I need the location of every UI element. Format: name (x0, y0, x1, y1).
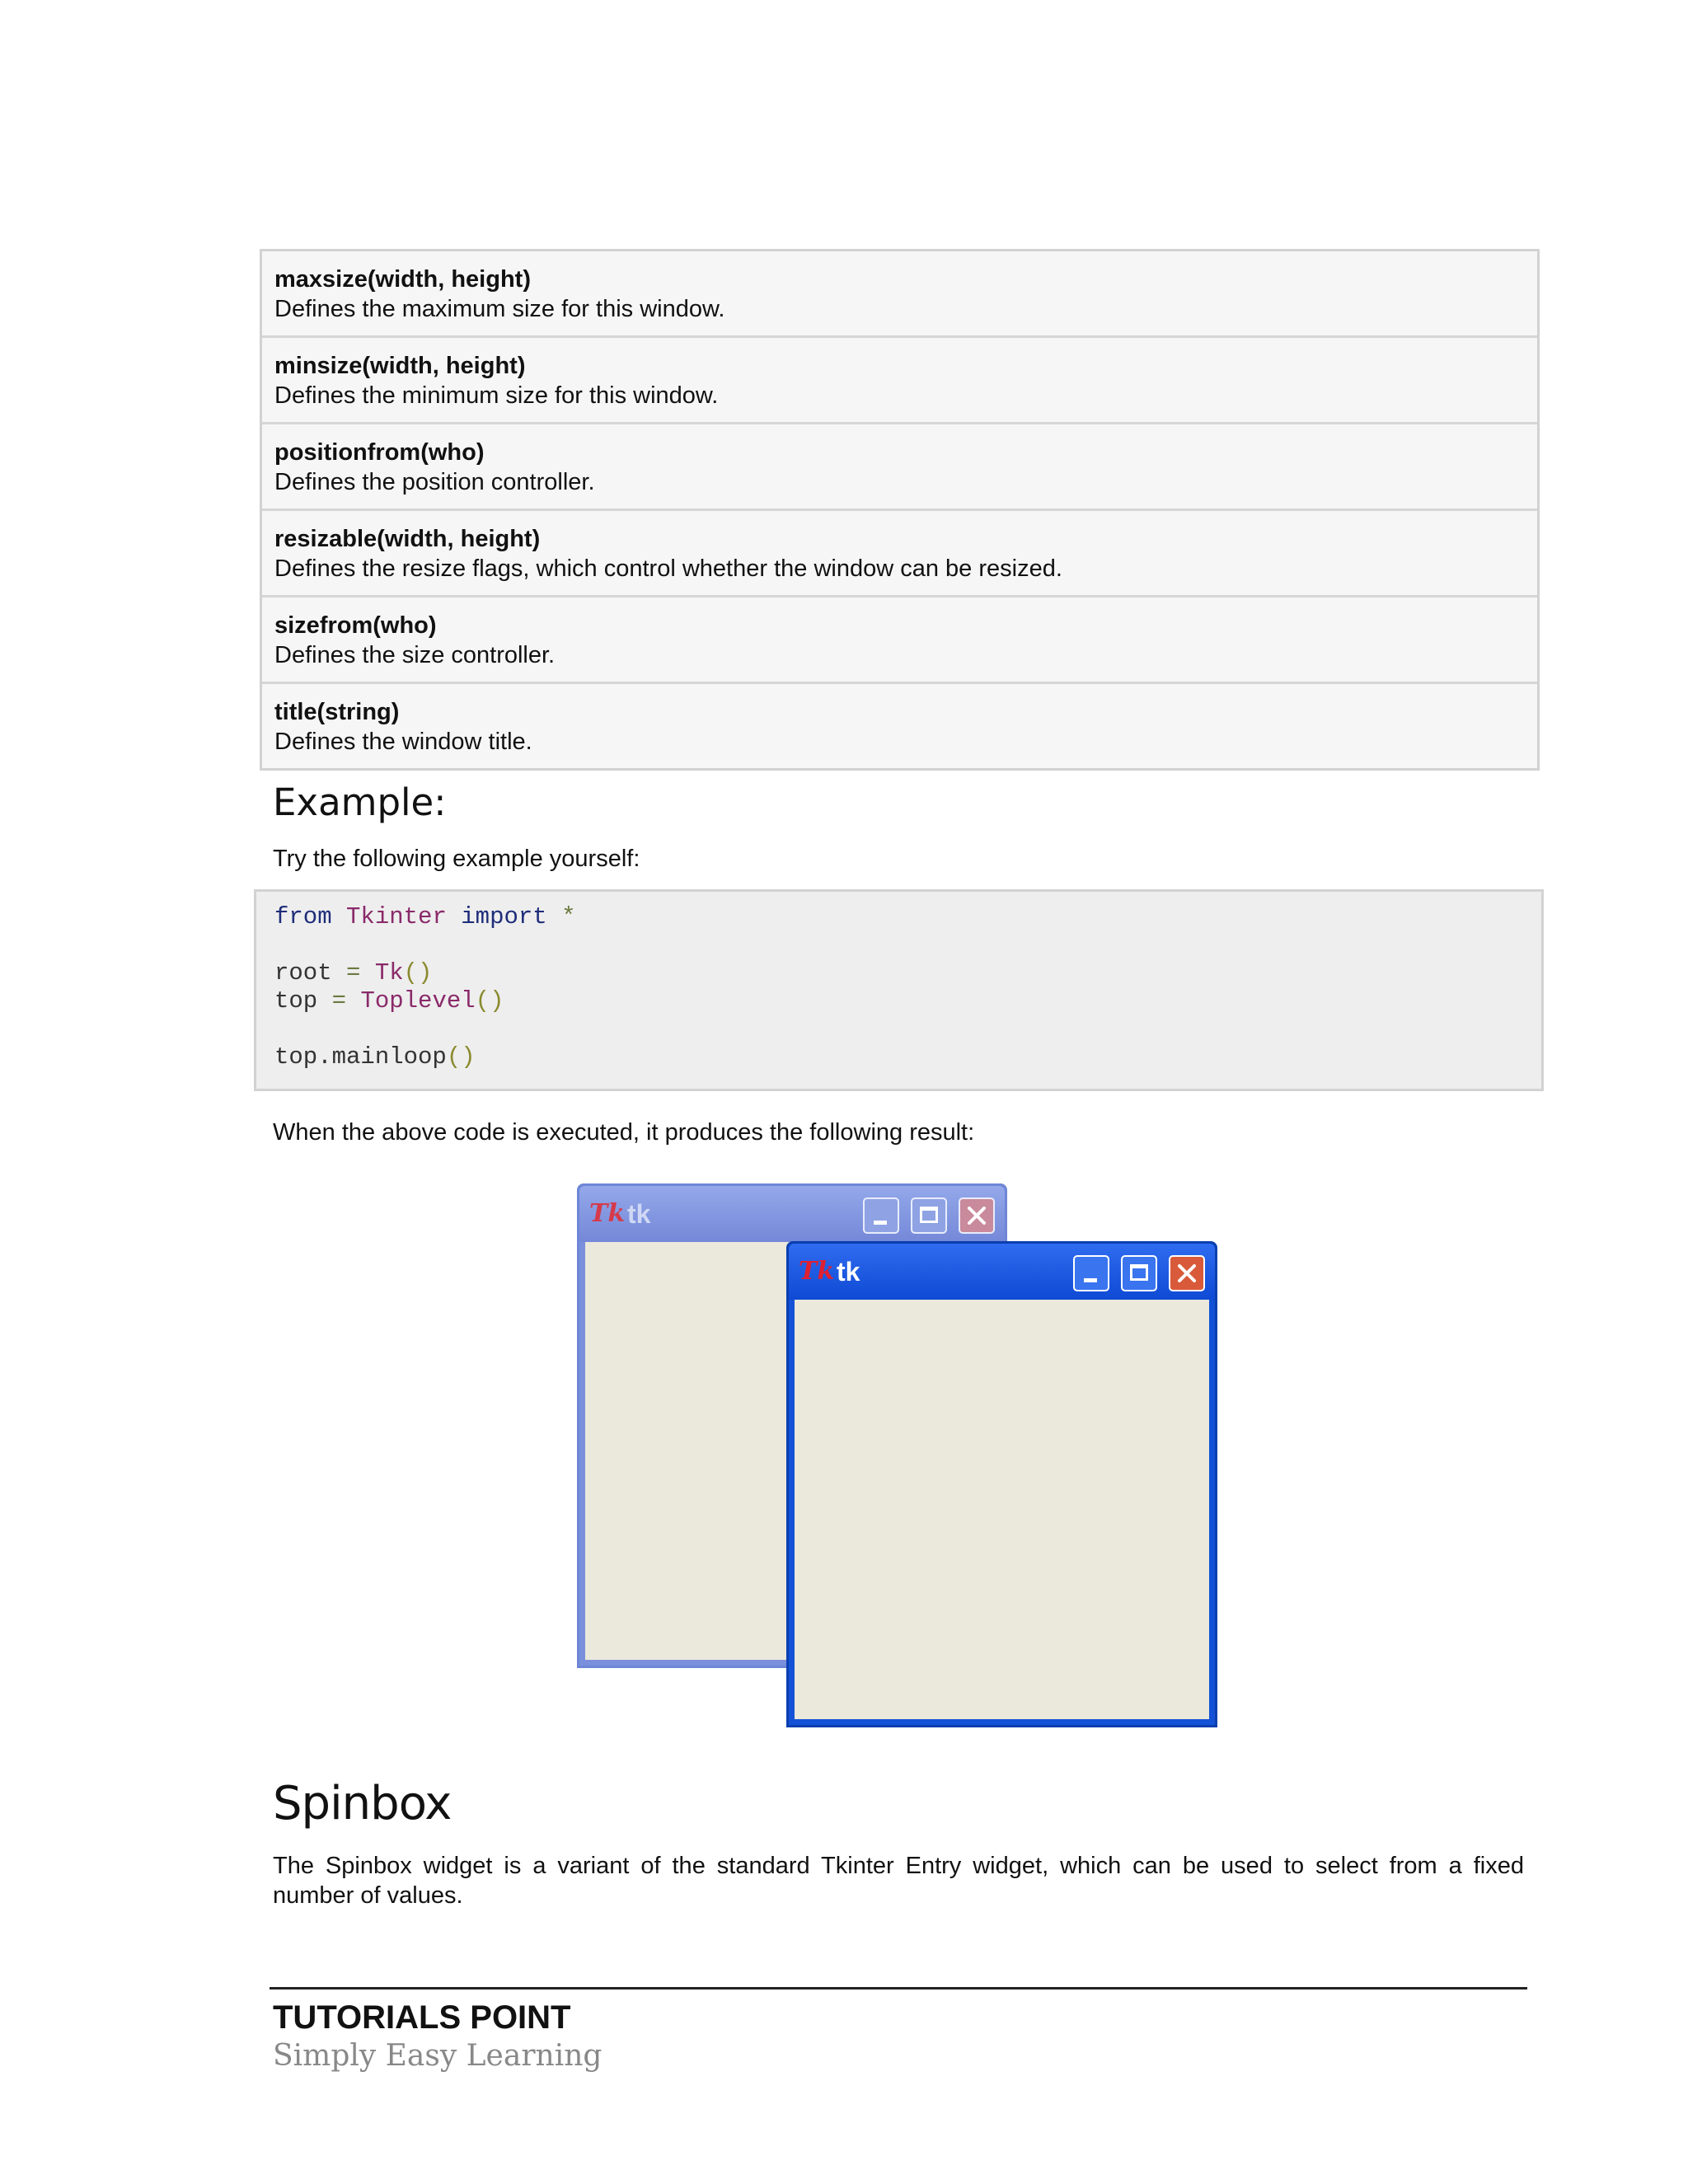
code-line-root (274, 959, 1541, 987)
method-name: minsize(width, height) (274, 353, 526, 379)
spinbox-heading: Spinbox (273, 1777, 452, 1830)
method-row-resizable (262, 511, 1537, 598)
spinbox-description-line: The Spinbox widget is a variant of the standard Tkinter Entry widget, which can be used to select from a fixed (273, 1853, 1524, 1879)
method-table (260, 249, 1540, 771)
method-description: Defines the maximum size for this window. (274, 296, 725, 322)
code-operator: = (346, 959, 361, 987)
method-row-sizefrom (262, 598, 1537, 684)
close-icon (965, 1204, 988, 1227)
code-paren: () (475, 987, 504, 1015)
code-operator: = (331, 987, 347, 1015)
maximize-icon (920, 1207, 938, 1223)
method-name: resizable(width, height) (274, 526, 541, 552)
method-name: positionfrom(who) (274, 439, 485, 466)
method-row-minsize (262, 338, 1537, 424)
method-name: title(string) (274, 699, 400, 725)
spinbox-description (273, 1851, 1524, 1910)
code-line-import (274, 903, 1541, 931)
method-row-title (262, 684, 1537, 768)
close-button[interactable] (1169, 1255, 1205, 1291)
minimize-button[interactable] (1073, 1255, 1109, 1291)
method-description: Defines the size controller. (274, 642, 556, 668)
code-line-blank (274, 931, 1541, 959)
code-keyword: from (274, 903, 332, 930)
method-description: Defines the minimum size for this window. (274, 382, 719, 409)
close-icon (1175, 1262, 1198, 1285)
window-titlebar[interactable] (789, 1244, 1215, 1300)
code-line-blank (274, 1015, 1541, 1043)
result-intro: When the above code is executed, it produces the following result: (273, 1119, 975, 1146)
code-variable: top (274, 987, 318, 1015)
example-heading: Example: (273, 780, 447, 824)
window-titlebar[interactable] (579, 1186, 1005, 1242)
method-description: Defines the window title. (274, 729, 532, 755)
code-operator: * (561, 903, 576, 930)
tk-logo-icon: Tk (589, 1199, 626, 1228)
code-line-mainloop (274, 1043, 1541, 1071)
spinbox-description-line: number of values. (273, 1882, 463, 1909)
code-keyword: import (461, 903, 547, 930)
method-description: Defines the position controller. (274, 469, 595, 495)
code-line-top (274, 987, 1541, 1015)
maximize-icon (1130, 1264, 1148, 1281)
window-title: tk (837, 1257, 860, 1286)
method-row-maxsize (262, 251, 1537, 338)
code-variable: root (274, 959, 332, 987)
minimize-icon (1084, 1278, 1097, 1282)
code-paren: () (446, 1043, 476, 1071)
method-row-positionfrom (262, 424, 1537, 511)
code-paren: () (403, 959, 433, 987)
tk-window-toplevel (786, 1241, 1217, 1727)
minimize-icon (874, 1221, 887, 1225)
window-client-area (795, 1300, 1209, 1719)
window-title: tk (627, 1199, 651, 1229)
method-name: sizefrom(who) (274, 612, 437, 639)
maximize-button[interactable] (1121, 1255, 1157, 1291)
code-class: Toplevel (360, 987, 476, 1015)
footer-divider (270, 1987, 1527, 1990)
code-block (254, 889, 1544, 1091)
method-name: maxsize(width, height) (274, 266, 531, 293)
footer-brand: TUTORIALS POINT (273, 1999, 571, 2036)
tk-logo-icon: Tk (799, 1257, 835, 1286)
example-intro: Try the following example yourself: (273, 846, 640, 872)
method-description: Defines the resize flags, which control whether the window can be resized. (274, 555, 1062, 582)
close-button[interactable] (959, 1197, 995, 1234)
code-class: Tk (374, 959, 404, 987)
code-call: top.mainloop (274, 1043, 447, 1071)
minimize-button[interactable] (863, 1197, 899, 1234)
footer-tagline: Simply Easy Learning (273, 2039, 603, 2073)
maximize-button[interactable] (911, 1197, 947, 1234)
code-module: Tkinter (346, 903, 447, 930)
